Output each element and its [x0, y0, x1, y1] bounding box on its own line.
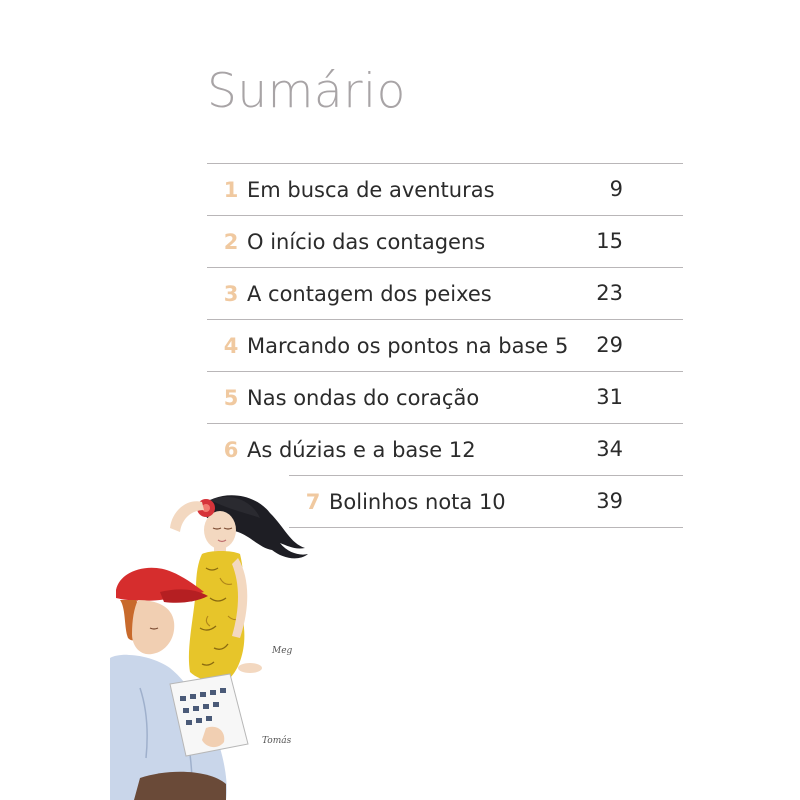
- toc-entry-2: [207, 215, 683, 267]
- chapter-number: 1: [223, 177, 239, 202]
- chapter-title: A contagem dos peixes: [247, 281, 492, 306]
- chapter-title: Em busca de aventuras: [247, 177, 495, 202]
- chapter-title: As dúzias e a base 12: [247, 437, 476, 462]
- chapter-title: Bolinhos nota 10: [329, 489, 506, 514]
- chapter-number: 6: [223, 437, 239, 462]
- chapter-page: 15: [596, 229, 623, 253]
- chapter-number: 4: [223, 333, 239, 358]
- page-title: Sumário: [207, 64, 406, 119]
- children-illustration: [110, 488, 430, 800]
- chapter-page: 23: [596, 281, 623, 305]
- chapter-page: 39: [596, 489, 623, 513]
- table-of-contents: [207, 163, 683, 528]
- caption-tomas: Tomás: [262, 736, 292, 746]
- chapter-number: 5: [223, 385, 239, 410]
- chapter-page: 34: [596, 437, 623, 461]
- chapter-number: 2: [223, 229, 239, 254]
- toc-entry-6: [207, 423, 683, 475]
- chapter-page: 31: [596, 385, 623, 409]
- toc-entry-5: [207, 371, 683, 423]
- chapter-title: Nas ondas do coração: [247, 385, 480, 410]
- chapter-number: 7: [305, 489, 321, 514]
- toc-entry-1: [207, 163, 683, 215]
- chapter-title: O início das contagens: [247, 229, 486, 254]
- chapter-page: 9: [609, 177, 623, 201]
- chapter-number: 3: [223, 281, 239, 306]
- chapter-title: Marcando os pontos na base 5: [247, 333, 569, 358]
- toc-entry-4: [207, 319, 683, 371]
- caption-meg: Meg: [272, 646, 293, 656]
- toc-entry-3: [207, 267, 683, 319]
- chapter-page: 29: [596, 333, 623, 357]
